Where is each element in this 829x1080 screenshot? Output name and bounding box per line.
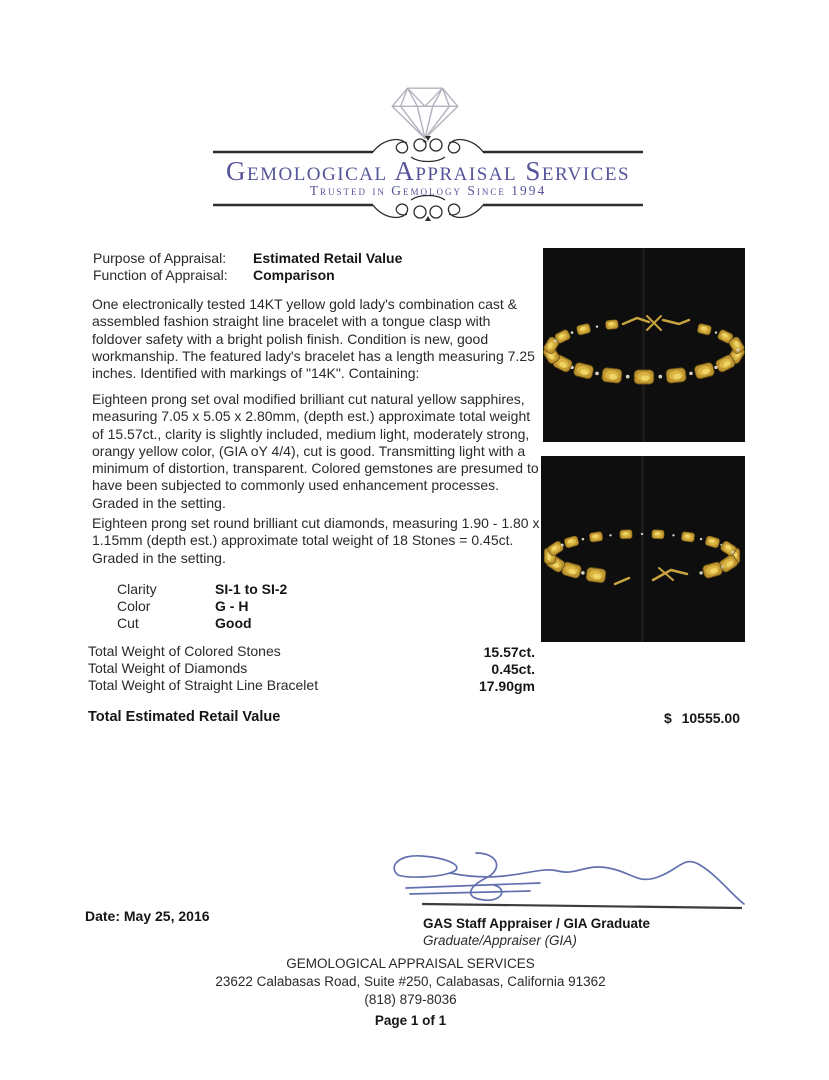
grade-cut-label: Cut	[117, 615, 139, 631]
bracelet-photo-clasped	[543, 248, 745, 442]
company-title: Gemological Appraisal Services	[225, 156, 631, 186]
filigree-divider-bottom	[213, 192, 643, 222]
function-value: Comparison	[253, 267, 335, 283]
total-bracelet-weight-value: 17.90gm	[478, 678, 535, 694]
total-colored-stones-value: 15.57ct.	[483, 644, 535, 660]
purpose-value: Estimated Retail Value	[253, 250, 403, 266]
total-colored-stones-label: Total Weight of Colored Stones	[88, 643, 281, 659]
total-diamonds-value: 0.45ct.	[491, 661, 535, 677]
description-paragraph-sapphires: Eighteen prong set oval modified brilliant cut natural yellow sapphires, measuring 7.05 x 5.05 x 2.80mm, (depth est.) approximate total weight of 15.57ct., clarity is slightly included, medium light, moderately strong, orangy yellow color, (GIA oY 4/4), cut is good. Transmitting light with a minimum of distortion, transparent. Colored gemstones are presumed to have been subjected to commonly used enhancement processes. Graded in the setting.	[92, 391, 539, 511]
signer-title: GAS Staff Appraiser / GIA Graduate	[423, 916, 651, 931]
total-diamonds-label: Total Weight of Diamonds	[88, 660, 248, 676]
grade-color-value: G - H	[215, 598, 249, 614]
grade-clarity-label: Clarity	[117, 581, 157, 597]
page-number: Page 1 of 1	[374, 1013, 447, 1028]
signature-ink	[388, 843, 762, 913]
total-bracelet-weight-label: Total Weight of Straight Line Bracelet	[88, 677, 319, 693]
footer-phone: (818) 879-8036	[364, 992, 457, 1007]
grade-clarity-value: SI-1 to SI-2	[215, 581, 288, 597]
function-label: Function of Appraisal:	[93, 267, 228, 283]
grade-cut-value: Good	[215, 615, 252, 631]
footer-address: 23622 Calabasas Road, Suite #250, Calabasas, California 91362	[215, 974, 606, 989]
signature-line	[422, 904, 742, 908]
total-retail-value-amount: 10555.00	[681, 710, 740, 726]
purpose-label: Purpose of Appraisal:	[93, 250, 227, 266]
currency-symbol: $	[664, 710, 672, 726]
bracelet-photo-open	[541, 456, 745, 642]
total-retail-value-label: Total Estimated Retail Value	[88, 709, 281, 725]
footer-company: GEMOLOGICAL APPRAISAL SERVICES	[286, 956, 535, 971]
description-paragraph-diamonds: Eighteen prong set round brilliant cut diamonds, measuring 1.90 - 1.80 x 1.15mm (depth est.) approximate total weight of 18 Stones = 0.45ct. Graded in the setting.	[92, 515, 540, 566]
grade-color-label: Color	[117, 598, 151, 614]
signer-subtitle: Graduate/Appraiser (GIA)	[423, 933, 577, 948]
appraisal-date: Date: May 25, 2016	[85, 908, 210, 924]
description-paragraph-gold: One electronically tested 14KT yellow gold lady's combination cast & assembled fashion straight line bracelet with a tongue clasp with foldover safety with a bright polish finish. Condition is new, good workmanship. The featured lady's bracelet has a length measuring 7.25 inches. Identified with markings of "14K". Containing:	[92, 296, 535, 382]
company-tagline: Trusted in Gemology Since 1994	[309, 183, 547, 198]
